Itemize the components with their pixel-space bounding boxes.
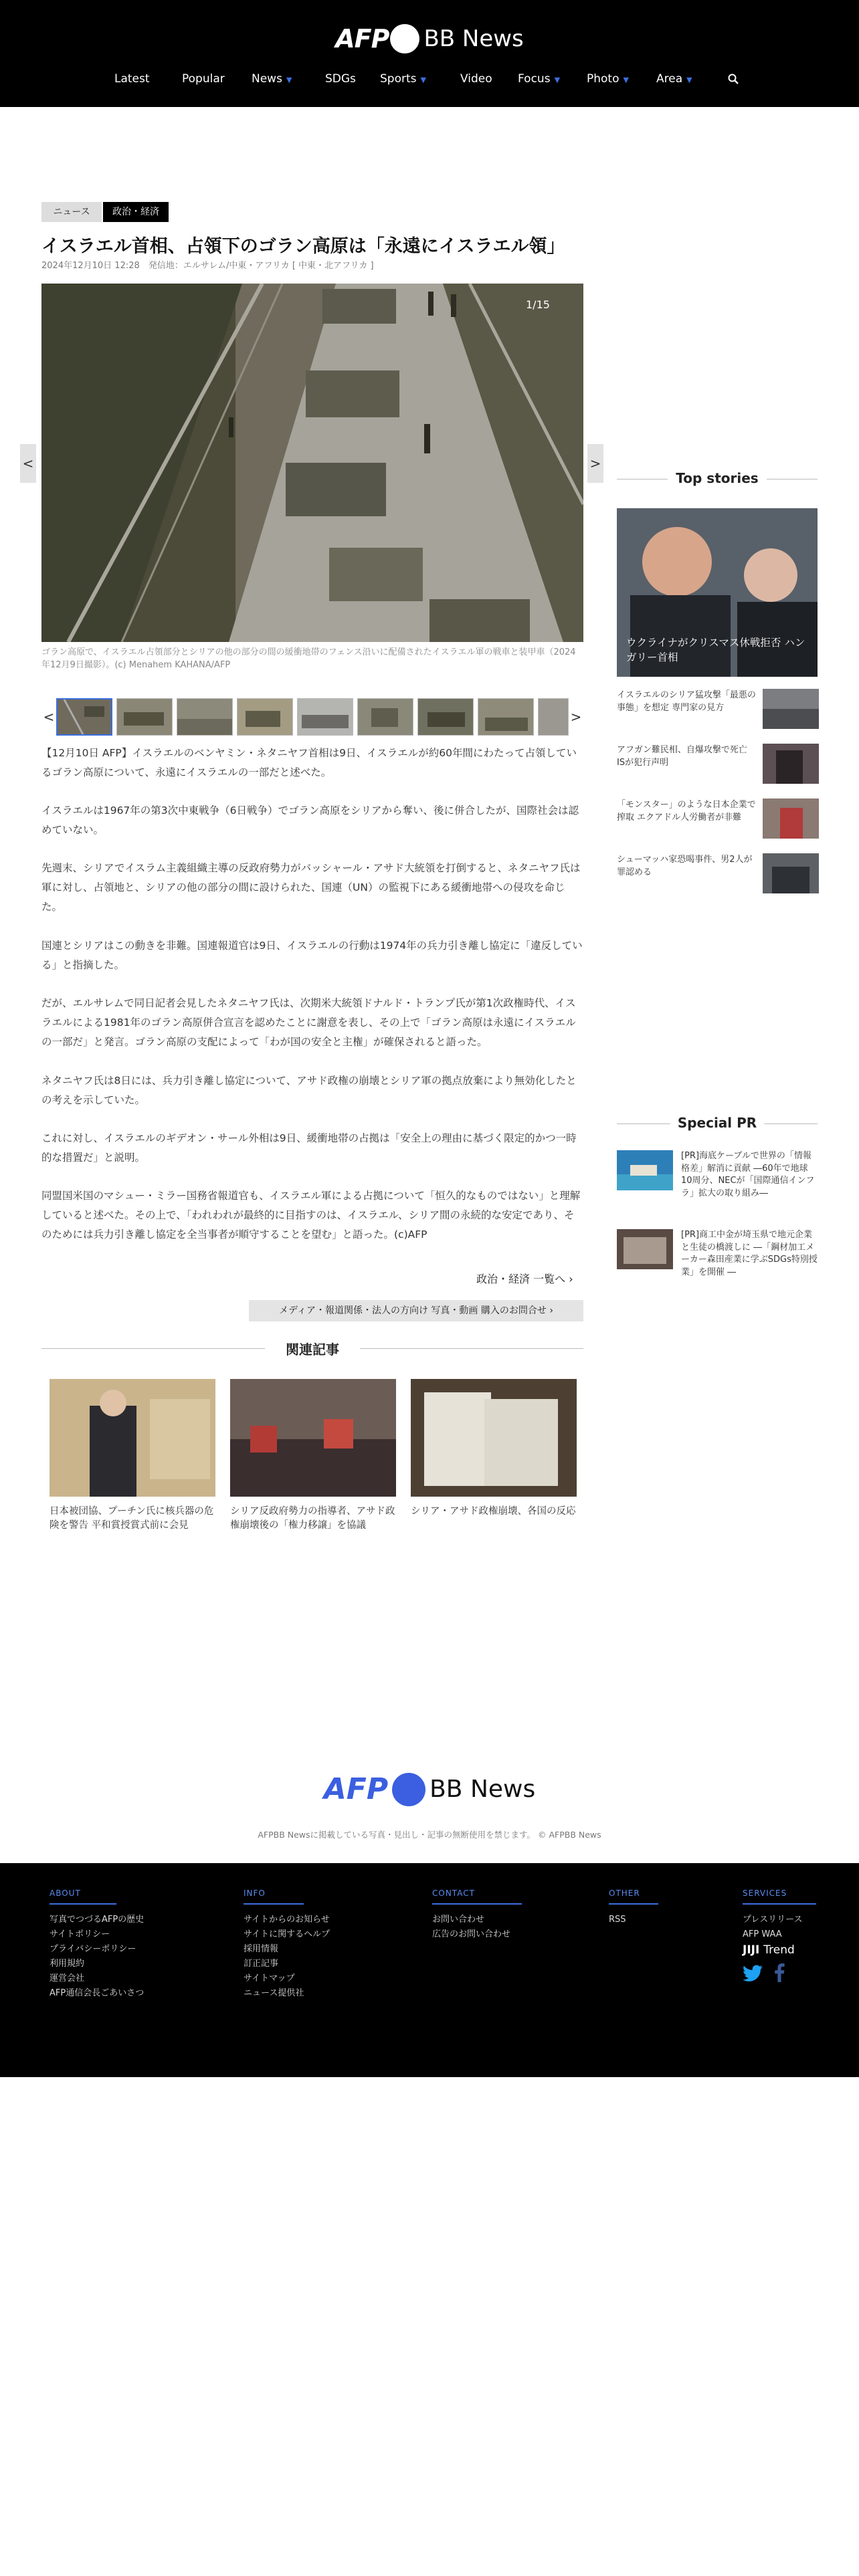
jiji-trend-link[interactable] (743, 1943, 816, 1957)
twitter-icon[interactable] (743, 1965, 763, 1982)
related-title: シリア・アサド政権崩壊、各国の反応 (411, 1506, 576, 1517)
nav-label: Video (460, 72, 492, 86)
logo-dot (390, 24, 419, 53)
footer-link[interactable]: AFP WAA (743, 1929, 782, 1939)
nav-label: Popular (182, 72, 225, 86)
footer-link[interactable]: AFP通信会長ごあいさつ (50, 1988, 145, 1998)
nav-sdgs[interactable] (325, 72, 356, 86)
related-image (411, 1379, 577, 1497)
footer-link[interactable]: 広告のお問い合わせ (432, 1929, 511, 1939)
footer-logo-bb: BB News (430, 1776, 536, 1803)
article-paragraph: 【12月10日 AFP】イスラエルのベンヤミン・ネタニヤフ首相は9日、イスラエルが約60年間にわたって占領しているゴラン高原について、永遠にイスラエルの一部だと述べた。 (41, 747, 577, 778)
nav-label: Latest (114, 72, 150, 86)
special-pr-heading: Special PR (677, 1115, 757, 1131)
footer-logo[interactable] (0, 1772, 859, 1806)
top-story-title: 「モンスター」のような日本企業で搾取 エクアドル人労働者が非難 (617, 800, 756, 823)
related-title: シリア反政府勢力の指導者、アサド政権崩壊後の「権力移譲」を協議 (230, 1506, 395, 1531)
footer-link[interactable]: サイトポリシー (50, 1929, 110, 1939)
thumbnail[interactable] (538, 698, 569, 736)
footer-link[interactable]: ニュース提供社 (244, 1988, 304, 1998)
footer-link[interactable]: サイトマップ (244, 1973, 295, 1983)
footer-link[interactable]: プレスリリース (743, 1915, 803, 1925)
thumbnail[interactable] (116, 698, 173, 736)
thumb-prev-button[interactable]: < (41, 697, 56, 737)
footer-link[interactable]: 採用情報 (244, 1944, 279, 1954)
nav-label: Photo (587, 72, 619, 86)
footer-column-contact (432, 1886, 522, 1942)
footer-heading: CONTACT (432, 1889, 522, 1905)
footer-link[interactable]: 写真でつづるAFPの歴史 (50, 1915, 145, 1925)
top-story-item[interactable] (617, 744, 818, 786)
footer-link[interactable]: プライバシーポリシー (50, 1944, 136, 1954)
top-story-title: シューマッハ家恐喝事件、男2人が罪認める (617, 855, 753, 877)
footer-link[interactable]: サイトに関するヘルプ (244, 1929, 330, 1939)
footer-heading: OTHER (609, 1889, 658, 1905)
pr-item[interactable] (617, 1150, 818, 1210)
thumb-next-button[interactable]: > (569, 697, 583, 737)
nav-news[interactable] (252, 72, 292, 86)
main-nav (0, 72, 859, 92)
article-paragraph: ネタニヤフ氏は8日には、兵力引き離し協定について、アサド政権の崩壊とシリア軍の拠点放棄により無効化したとの考えを示していた。 (41, 1075, 577, 1106)
chevron-down-icon: ▼ (686, 76, 692, 84)
top-story-main[interactable] (617, 508, 818, 677)
top-stories-heading: Top stories (676, 470, 759, 486)
nav-sports[interactable] (380, 72, 426, 86)
related-title: 日本被団協、プーチン氏に核兵器の危険を警告 平和賞授賞式前に会見 (50, 1506, 214, 1531)
photo-next-button[interactable]: > (587, 444, 603, 483)
chevron-down-icon: ▼ (420, 76, 426, 84)
footer-column-about (50, 1886, 145, 2001)
footer-link[interactable]: RSS (609, 1915, 626, 1925)
chevron-down-icon: ▼ (554, 76, 561, 84)
nav-label: SDGs (325, 72, 356, 86)
thumbnail[interactable] (237, 698, 293, 736)
footer-link[interactable]: 利用規約 (50, 1959, 85, 1969)
site-header (0, 0, 859, 107)
divider (617, 1123, 670, 1124)
related-image (230, 1379, 396, 1497)
jiji-bold: JIJI (743, 1943, 760, 1957)
nav-focus[interactable] (518, 72, 560, 86)
site-footer (0, 1863, 859, 2077)
category-list-link[interactable] (476, 1271, 573, 1286)
pr-title: [PR]海底ケーブルで世界の「情報格差」解消に貢献 ―60年で地球10周分、NECが「国際通信インフラ」拡大の取り組み― (681, 1151, 815, 1198)
top-story-title: アフガン難民相、自爆攻撃で死亡 ISが犯行声明 (617, 745, 747, 768)
related-article[interactable] (50, 1379, 215, 1533)
thumbnail-strip (41, 697, 583, 737)
article-paragraph: 同盟国米国のマシュー・ミラー国務省報道官も、イスラエル軍による占拠について「恒久的なものではない」と理解していると述べた。その上で、「われわれが最終的に目指すのは、イスラエル、シリア間の永続的な安定であり、そのためには兵力引き離し協定を全当事者が順守することを望む」と語った。(c)AFP (41, 1190, 581, 1241)
photo-counter: 1/15 (526, 298, 550, 311)
top-story-image (763, 798, 819, 839)
thumbnail[interactable] (56, 698, 112, 736)
article-paragraph: だが、エルサレムで同日記者会見したネタニヤフ氏は、次期米大統領ドナルド・トランプ氏が第1次政権時代、イスラエルによる1981年のゴラン高原併合宣言を認めたことに謝意を表し、その上で「ゴラン高原は永遠にイスラエルの一部だ」と発言。ゴラン高原の支配によって「わが国の安全と主権」が確保されると語った。 (41, 997, 576, 1048)
nav-latest[interactable] (114, 72, 150, 86)
category-link-label: 政治・経済 一覧へ (476, 1273, 566, 1285)
related-image (50, 1379, 215, 1497)
footer-logo-afp: AFP (323, 1772, 389, 1806)
pr-item[interactable] (617, 1229, 818, 1289)
logo-afp: AFP (335, 24, 389, 53)
jiji-light: Trend (763, 1943, 795, 1957)
divider (764, 1123, 818, 1124)
site-logo[interactable] (0, 24, 859, 53)
photo-prev-button[interactable]: < (20, 444, 36, 483)
footer-heading: INFO (244, 1889, 304, 1905)
facebook-icon[interactable] (774, 1963, 785, 1982)
pr-image (617, 1150, 673, 1190)
top-story-main-title: ウクライナがクリスマス休戦拒否 ハンガリー首相 (626, 637, 805, 663)
media-inquiry-label: メディア・報道関係・法人の方向け 写真・動画 購入のお問合せ (279, 1305, 547, 1316)
thumbnail[interactable] (357, 698, 413, 736)
footer-column-services (743, 1886, 816, 1985)
copyright-text: AFPBB Newsに掲載している写真・見出し・記事の無断使用を禁じます。 © AFPBB News (258, 1830, 601, 1840)
divider (41, 1348, 265, 1349)
tag-politics-economy[interactable]: 政治・経済 (103, 202, 169, 222)
footer-link[interactable]: 訂正記事 (244, 1959, 279, 1969)
article-title: イスラエル首相、占領下のゴラン高原は「永遠にイスラエル領」 (41, 236, 565, 257)
chevron-right-icon: › (569, 1273, 573, 1285)
chevron-down-icon: ▼ (286, 76, 292, 84)
chevron-down-icon: ▼ (623, 76, 629, 84)
media-inquiry-link[interactable] (249, 1300, 583, 1321)
divider (360, 1348, 583, 1349)
related-heading: 関連記事 (286, 1341, 339, 1358)
tag-news[interactable]: ニュース (41, 202, 102, 222)
footer-logo-dot (392, 1773, 425, 1806)
top-story-item[interactable] (617, 689, 818, 732)
article-paragraph: イスラエルは1967年の第3次中東戦争（6日戦争）でゴラン高原をシリアから奪い、後に併合したが、国際社会は認めていない。 (41, 804, 579, 836)
nav-label: Focus (518, 72, 551, 86)
nav-label: Sports (380, 72, 417, 86)
thumbnail[interactable] (478, 698, 534, 736)
related-article[interactable] (230, 1379, 396, 1533)
top-story-image (763, 853, 819, 893)
article-paragraph: 国連とシリアはこの動きを非難。国連報道官は9日、イスラエルの行動は1974年の兵力引き離し協定に「違反している」と指摘した。 (41, 940, 583, 971)
pr-image (617, 1229, 673, 1269)
nav-area[interactable] (656, 72, 692, 86)
chevron-right-icon: › (549, 1305, 553, 1316)
article-paragraph: 先週末、シリアでイスラム主義組織主導の反政府勢力がバッシャール・アサド大統領を打倒すると、ネタニヤフ氏は軍に対し、占領地と、シリアの他の部分の間に設けられた、国連（UN）の監視下にある緩衝地帯への侵攻を命じた。 (41, 862, 581, 913)
top-story-image (763, 689, 819, 729)
social-links (743, 1963, 816, 1985)
related-article[interactable] (411, 1379, 577, 1519)
footer-column-other (609, 1886, 658, 1927)
footer-heading: ABOUT (50, 1889, 116, 1905)
thumbnail[interactable] (297, 698, 353, 736)
pr-title: [PR]商工中金が埼玉県で地元企業と生徒の橋渡しに ―「鋼材加工メーカー森田産業に学ぶSDGs特別授業」を開催 ― (681, 1230, 818, 1277)
nav-photo[interactable] (587, 72, 629, 86)
thumbnail[interactable] (417, 698, 474, 736)
nav-video[interactable] (460, 72, 492, 86)
footer-link[interactable]: 運営会社 (50, 1973, 85, 1983)
top-story-item[interactable] (617, 853, 818, 896)
article-paragraph: これに対し、イスラエルのギデオン・サール外相は9日、緩衝地帯の占拠は「安全上の理由に基づく限定的かつ一時的な措置だ」と説明。 (41, 1132, 577, 1164)
thumbnail[interactable] (177, 698, 233, 736)
top-story-image (763, 744, 819, 784)
logo-bb: BB News (423, 25, 524, 52)
footer-heading: SERVICES (743, 1889, 816, 1905)
footer-column-info (244, 1886, 330, 2001)
article-meta: 2024年12月10日 12:28 発信地：エルサレム/中東・アフリカ [ 中東・北アフリカ ] (41, 261, 374, 271)
footer-link[interactable]: お問い合わせ (432, 1915, 485, 1925)
search-icon[interactable] (728, 74, 739, 84)
nav-popular[interactable] (182, 72, 225, 86)
photo-caption: ゴラン高原で、イスラエル占領部分とシリアの他の部分の間の緩衝地帯のフェンス沿いに配備されたイスラエル軍の戦車と装甲車（2024年12月9日撮影）。(c) Menahem KAHANA/AFP (41, 647, 576, 670)
nav-label: News (252, 72, 282, 86)
nav-label: Area (656, 72, 683, 86)
top-story-title: イスラエルのシリア猛攻撃「最悪の事態」を想定 専門家の見方 (617, 690, 756, 713)
footer-link[interactable]: サイトからのお知らせ (244, 1915, 330, 1925)
main-photo[interactable] (41, 284, 583, 642)
top-story-item[interactable] (617, 798, 818, 841)
